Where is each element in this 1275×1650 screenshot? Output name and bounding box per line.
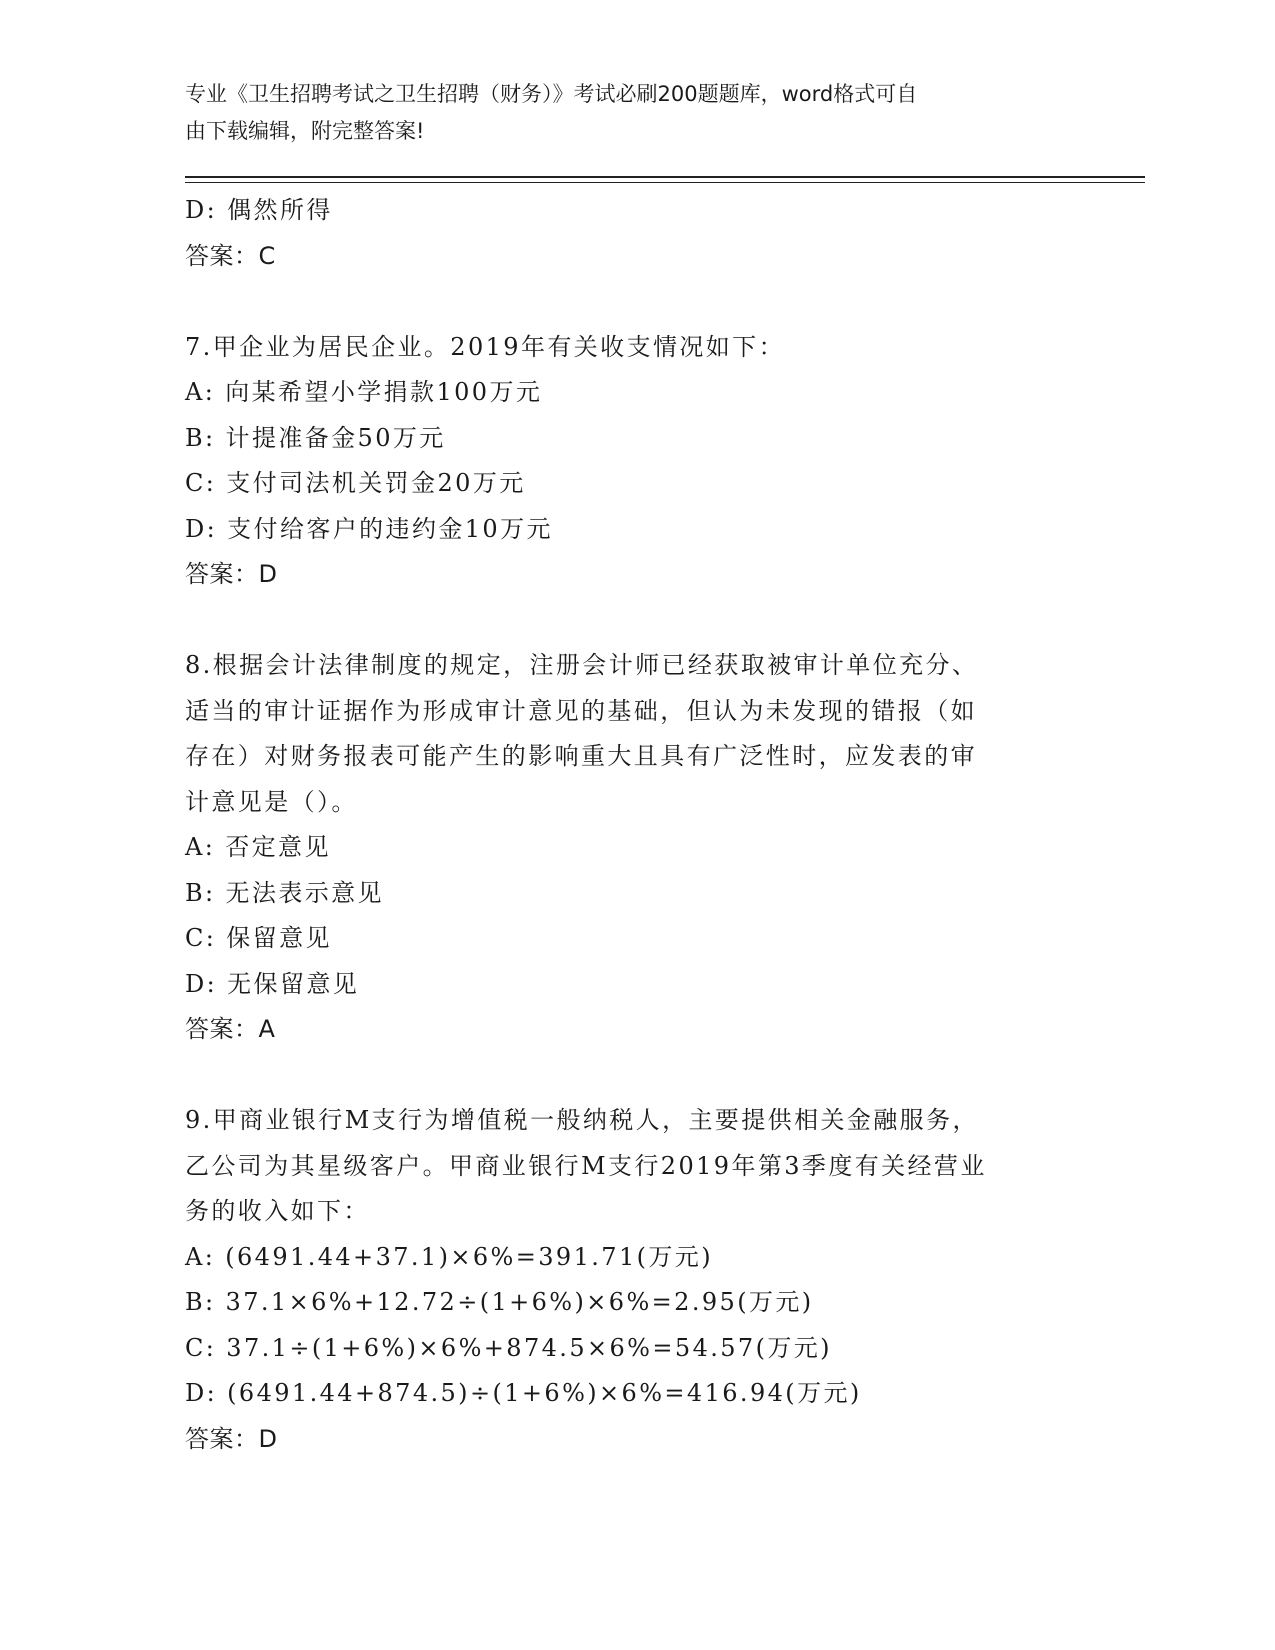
question-stem-line: 存在）对财务报表可能产生的影响重大且具有广泛性时，应发表的审 — [185, 742, 977, 770]
header-divider-thick — [185, 176, 1145, 178]
option-c: C: 37.1÷(1+6%)×6%+874.5×6%=54.57(万元) — [185, 1333, 832, 1362]
question-7 — [185, 325, 1085, 598]
option-d: D: 偶然所得 — [185, 196, 333, 224]
question-stem-line: 8.根据会计法律制度的规定，注册会计师已经获取被审计单位充分、 — [185, 651, 979, 679]
document-header — [185, 76, 1065, 150]
question-stem-line: 适当的审计证据作为形成审计意见的基础，但认为未发现的错报（如 — [185, 696, 977, 725]
option-b: B: 计提准备金50万元 — [185, 423, 446, 452]
question-6-tail — [185, 188, 1085, 279]
option-a: A: (6491.44+37.1)×6%=391.71(万元) — [185, 1242, 713, 1271]
spacer — [185, 598, 1085, 644]
option-d: D: 支付给客户的违约金10万元 — [185, 514, 553, 543]
option-c: C: 保留意见 — [185, 924, 332, 952]
option-b: B: 无法表示意见 — [185, 878, 384, 907]
question-stem-line: 计意见是（）。 — [185, 787, 358, 816]
option-b: B: 37.1×6%+12.72÷(1+6%)×6%=2.95(万元) — [185, 1288, 814, 1316]
header-title-line-2: 由下载编辑，附完整答案! — [185, 119, 425, 143]
question-8 — [185, 643, 1085, 1053]
spacer — [185, 1053, 1085, 1099]
option-c: C: 支付司法机关罚金20万元 — [185, 469, 526, 497]
questions-content — [185, 188, 1085, 1462]
spacer — [185, 279, 1085, 325]
question-stem-line: 9.甲商业银行M支行为增值税一般纳税人，主要提供相关金融服务， — [185, 1106, 979, 1134]
answer-label: 答案：A — [185, 1015, 276, 1043]
option-d: D: 无保留意见 — [185, 969, 360, 998]
answer-label: 答案：D — [185, 560, 278, 588]
header-title-line-1: 专业《卫生招聘考试之卫生招聘（财务）》考试必刷200题题库，word格式可自 — [185, 82, 918, 106]
option-a: A: 向某希望小学捐款100万元 — [185, 378, 543, 406]
option-d: D: (6491.44+874.5)÷(1+6%)×6%=416.94(万元) — [185, 1379, 862, 1407]
question-stem-line: 乙公司为其星级客户。甲商业银行M支行2019年第3季度有关经营业 — [185, 1151, 987, 1180]
document-page — [185, 0, 1145, 1650]
option-a: A: 否定意见 — [185, 833, 331, 861]
header-divider-thin — [185, 182, 1145, 183]
question-stem-line: 务的收入如下： — [185, 1197, 370, 1225]
answer-label: 答案：D — [185, 1424, 278, 1453]
question-stem: 7.甲企业为居民企业。2019年有关收支情况如下： — [185, 332, 785, 361]
answer-label: 答案：C — [185, 241, 276, 270]
question-9 — [185, 1098, 1085, 1462]
